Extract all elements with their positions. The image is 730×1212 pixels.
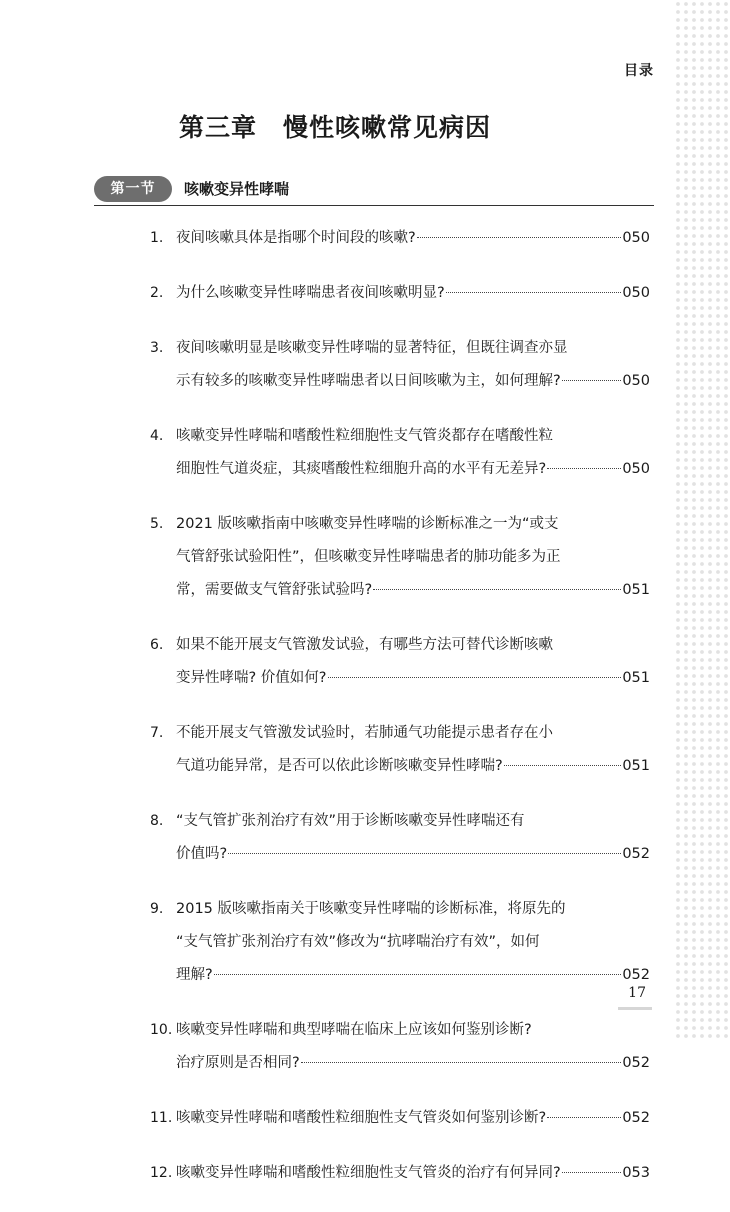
toc-entry-text: 夜间咳嗽具体是指哪个时间段的咳嗽? <box>176 230 416 246</box>
toc-entry-text: 2015 版咳嗽指南关于咳嗽变异性哮喘的诊断标准，将原先的 <box>176 901 566 917</box>
toc-entry-page: 050 <box>622 285 650 301</box>
toc-entry-page: 051 <box>622 670 650 686</box>
dot-leader <box>373 589 621 590</box>
toc-entry-text: 治疗原则是否相同? <box>176 1055 300 1071</box>
toc-entry-number: 12. <box>150 1165 173 1181</box>
toc-entry-page: 050 <box>622 461 650 477</box>
toc-entry-number: 11. <box>150 1110 173 1126</box>
section-title: 咳嗽变异性哮喘 <box>184 180 290 198</box>
toc-entry-number: 5. <box>150 516 164 532</box>
dot-leader <box>562 380 622 381</box>
toc-entry[interactable] <box>150 277 650 310</box>
toc-entry-number: 8. <box>150 813 164 829</box>
toc-entry[interactable] <box>150 717 650 783</box>
toc-entry-text: “支气管扩张剂治疗有效”用于诊断咳嗽变异性哮喘还有 <box>176 813 525 829</box>
toc-entry-number: 10. <box>150 1022 173 1038</box>
toc-entry-text: 咳嗽变异性哮喘和嗜酸性粒细胞性支气管炎如何鉴别诊断? <box>176 1110 547 1126</box>
toc-entry-page: 050 <box>622 373 650 389</box>
toc-entry[interactable] <box>150 629 650 695</box>
dot-leader <box>301 1062 622 1063</box>
toc-entry-text: 细胞性气道炎症，其痰嗜酸性粒细胞升高的水平有无差异? <box>176 461 547 477</box>
section-header <box>94 172 654 206</box>
toc-entry-text: 2021 版咳嗽指南中咳嗽变异性哮喘的诊断标准之一为“或支 <box>176 516 559 532</box>
toc-entry-text: 价值吗? <box>176 846 228 862</box>
toc-entry[interactable] <box>150 1102 650 1135</box>
toc-entry-text: 夜间咳嗽明显是咳嗽变异性哮喘的显著特征，但既往调查亦显 <box>176 340 568 356</box>
toc-entry[interactable] <box>150 420 650 486</box>
toc-entry-page: 050 <box>622 230 650 246</box>
dot-pattern-decoration <box>670 0 730 1040</box>
dot-leader <box>228 853 621 854</box>
toc-entry-page: 052 <box>622 1110 650 1126</box>
dot-leader <box>562 1172 622 1173</box>
footer-rule <box>618 1007 652 1010</box>
toc-entry-text: 理解? <box>176 967 213 983</box>
toc-entry-number: 2. <box>150 285 164 301</box>
header-label: 目录 <box>624 63 654 79</box>
toc-entry-number: 4. <box>150 428 164 444</box>
toc-entry-text: 为什么咳嗽变异性哮喘患者夜间咳嗽明显? <box>176 285 445 301</box>
toc-entry-number: 7. <box>150 725 164 741</box>
toc-entry-text: 咳嗽变异性哮喘和嗜酸性粒细胞性支气管炎的治疗有何异同? <box>176 1165 561 1181</box>
dot-leader <box>547 1117 621 1118</box>
toc-entry-text: 咳嗽变异性哮喘和嗜酸性粒细胞性支气管炎都存在嗜酸性粒 <box>176 428 553 444</box>
toc-entry-number: 9. <box>150 901 164 917</box>
toc-entry-text: 气管舒张试验阳性”，但咳嗽变异性哮喘患者的肺功能多为正 <box>176 549 561 565</box>
toc-entry-page: 052 <box>622 967 650 983</box>
toc-entry-text: 气道功能异常，是否可以依此诊断咳嗽变异性哮喘? <box>176 758 503 774</box>
toc-entry-number: 6. <box>150 637 164 653</box>
toc-entry-text: 常，需要做支气管舒张试验吗? <box>176 582 373 598</box>
toc-entry[interactable] <box>150 222 650 255</box>
dot-leader <box>417 237 622 238</box>
toc-entry-text: “支气管扩张剂治疗有效”修改为“抗哮喘治疗有效”，如何 <box>176 934 540 950</box>
toc-entry-page: 051 <box>622 582 650 598</box>
toc-entry[interactable] <box>150 805 650 871</box>
toc-entry-page: 051 <box>622 758 650 774</box>
toc-entry-page: 053 <box>622 1165 650 1181</box>
toc-entry-text: 咳嗽变异性哮喘和典型哮喘在临床上应该如何鉴别诊断? <box>176 1022 532 1038</box>
toc-entry-text: 如果不能开展支气管激发试验，有哪些方法可替代诊断咳嗽 <box>176 637 553 653</box>
toc-entry[interactable] <box>150 508 650 607</box>
toc-entry[interactable] <box>150 1157 650 1190</box>
dot-leader <box>504 765 622 766</box>
toc-entry-number: 1. <box>150 230 164 246</box>
toc-entry-text: 变异性哮喘? 价值如何? <box>176 670 327 686</box>
dot-leader <box>328 677 622 678</box>
toc-entry-page: 052 <box>622 846 650 862</box>
toc-entry-page: 052 <box>622 1055 650 1071</box>
section-badge: 第一节 <box>94 176 172 202</box>
toc-entry[interactable] <box>150 893 650 992</box>
toc-entry[interactable] <box>150 332 650 398</box>
toc-entry-text: 示有较多的咳嗽变异性哮喘患者以日间咳嗽为主，如何理解? <box>176 373 561 389</box>
chapter-title: 第三章 慢性咳嗽常见病因 <box>178 113 491 142</box>
table-of-contents <box>150 222 650 1212</box>
dot-leader <box>214 974 622 975</box>
page-number: 17 <box>628 985 646 1001</box>
dot-leader <box>446 292 622 293</box>
toc-entry-number: 3. <box>150 340 164 356</box>
toc-entry[interactable] <box>150 1014 650 1080</box>
dot-leader <box>547 468 621 469</box>
toc-entry-text: 不能开展支气管激发试验时，若肺通气功能提示患者存在小 <box>176 725 553 741</box>
